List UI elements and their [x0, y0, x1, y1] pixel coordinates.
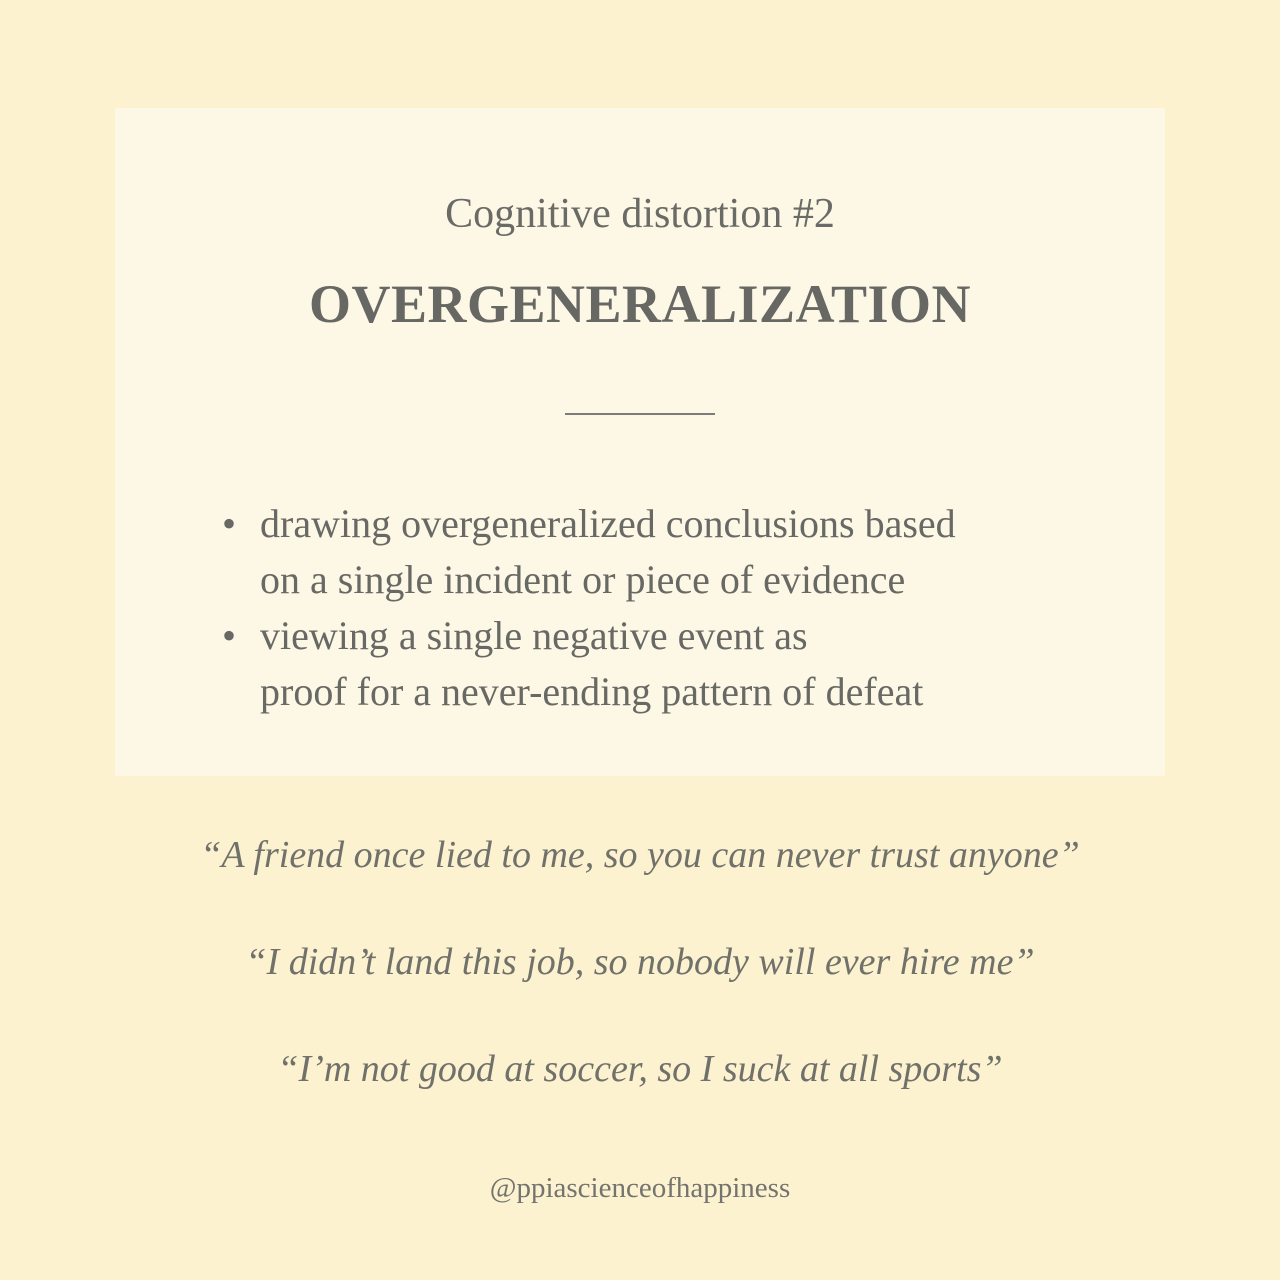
definition-line: proof for a never-ending pattern of defeat [260, 669, 924, 714]
bullet-icon: • [222, 613, 237, 658]
distortion-number: Cognitive distortion #2 [445, 191, 835, 237]
example-quote: “A friend once lied to me, so you can never trust anyone” [200, 834, 1080, 876]
definition-line: viewing a single negative event as [260, 613, 808, 658]
definition-item [222, 608, 1122, 720]
example-quote: “I didn’t land this job, so nobody will ever hire me” [245, 941, 1035, 983]
distortion-title: OVERGENERALIZATION [308, 274, 972, 334]
divider [565, 413, 715, 415]
definition-item [222, 496, 1122, 608]
definition-list [222, 496, 1122, 720]
bullet-icon: • [222, 501, 237, 546]
definition-line: on a single incident or piece of evidence [260, 557, 906, 602]
example-quote: “I’m not good at soccer, so I suck at all sports” [277, 1048, 1003, 1090]
definition-line: drawing overgeneralized conclusions based [260, 501, 956, 546]
account-handle: @ppiascienceofhappiness [489, 1172, 791, 1204]
